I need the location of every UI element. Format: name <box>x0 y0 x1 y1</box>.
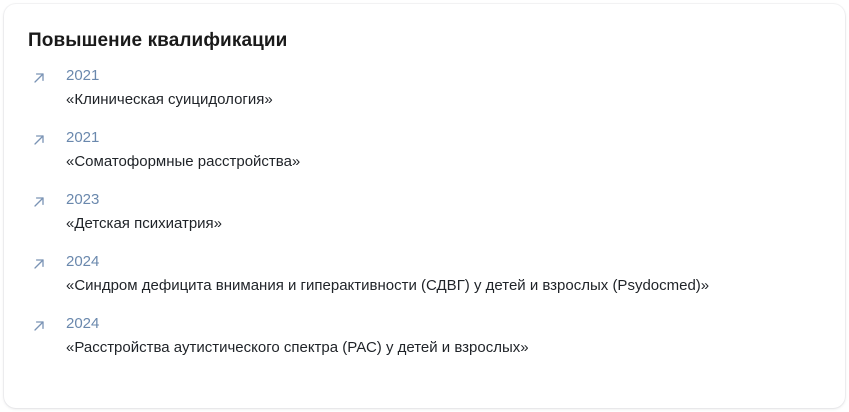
arrow-up-right-icon <box>32 195 46 209</box>
arrow-up-right-icon <box>32 319 46 333</box>
entry-year: 2023 <box>66 191 100 208</box>
list-item[interactable] <box>28 252 825 296</box>
list-item[interactable] <box>28 66 825 110</box>
arrow-up-right-icon <box>32 71 46 85</box>
entry-year: 2021 <box>66 129 100 146</box>
entry-year: 2024 <box>66 315 100 332</box>
entry-year: 2024 <box>66 253 100 270</box>
arrow-up-right-icon <box>32 133 46 147</box>
page-title: Повышение квалификации <box>28 30 288 51</box>
qualification-list <box>28 66 825 358</box>
qualification-card <box>4 4 845 408</box>
entry-name: «Соматоформные расстройства» <box>66 153 301 170</box>
entry-name: «Расстройства аутистического спектра (РАС) у детей и взрослых» <box>66 339 529 356</box>
list-item[interactable] <box>28 314 825 358</box>
entry-year: 2021 <box>66 67 100 84</box>
entry-name: «Детская психиатрия» <box>66 215 223 232</box>
entry-name: «Синдром дефицита внимания и гиперактивности (СДВГ) у детей и взрослых (Psydocmed)» <box>66 277 710 294</box>
arrow-up-right-icon <box>32 257 46 271</box>
list-item[interactable] <box>28 190 825 234</box>
list-item[interactable] <box>28 128 825 172</box>
entry-name: «Клиническая суицидология» <box>66 91 273 108</box>
